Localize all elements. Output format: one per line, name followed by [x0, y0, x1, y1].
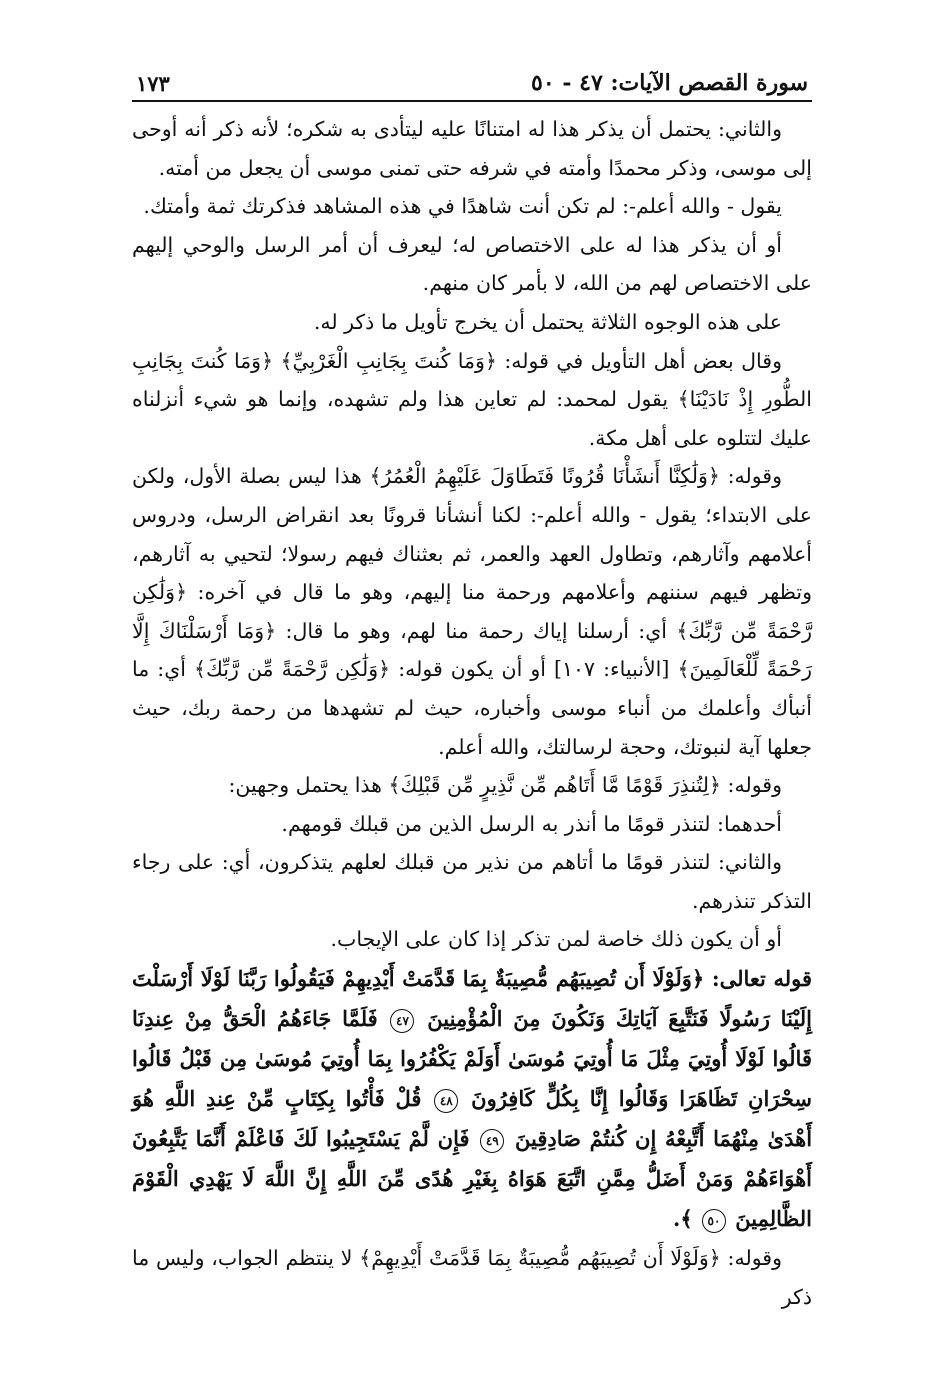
- ayah-number-48: ٤٨: [434, 1089, 458, 1113]
- paragraph-5: وقال بعض أهل التأويل في قوله: ﴿وَمَا كُنتَ بِجَانِبِ الْغَرْبِيِّ﴾ ﴿وَمَا كُنتَ بِجَانِبِ الطُّورِ إِذْ نَادَيْنَا﴾ يقول لمحمد: لم تعاين هذا ولم تشهده، وإنما هو شيء أنزلناه عليك لتتلوه على أهل مكة.: [132, 348, 812, 450]
- paragraph-2: يقول - والله أعلم-: لم تكن أنت شاهدًا في هذه المشاهد فذكرتك ثمة وأمتك.: [143, 194, 782, 219]
- verse-close: ﴾.: [673, 1206, 693, 1232]
- verse-text-48: فَلَمَّا جَاءَهُمُ الْحَقُّ مِنْ عِندِنَا قَالُوا لَوْلَا أُوتِيَ مِثْلَ مَا أُوتِيَ مُوسَىٰ أَوَلَمْ يَكْفُرُوا بِمَا أُوتِيَ مُوسَىٰ مِن قَبْلُ قَالُوا سِحْرَانِ تَظَاهَرَا وَقَالُوا إِنَّا بِكُلٍّ كَافِرُونَ: [132, 1006, 813, 1112]
- paragraph-3: أو أن يذكر هذا له على الاختصاص له؛ ليعرف أن أمر الرسل والوحي إليهم على الاختصاص لهم من الله، لا بأمر كان منهم.: [132, 232, 812, 296]
- paragraph-7: وقوله: ﴿لِتُنذِرَ قَوْمًا مَّا أَتَاهُم مِّن نَّذِيرٍ مِّن قَبْلِكَ﴾ هذا يحتمل وجهين:: [228, 773, 782, 798]
- ayah-number-47: ٤٧: [390, 1009, 414, 1033]
- page-number: ١٧٣: [136, 71, 170, 96]
- running-title: سورة القصص الآيات: ٤٧ - ٥٠: [531, 70, 808, 96]
- page-header: [132, 62, 812, 102]
- page-body: [132, 110, 812, 1316]
- quran-verses-block: [132, 959, 812, 1239]
- ayah-number-50: ٥٠: [702, 1209, 726, 1233]
- paragraph-last: وقوله: ﴿وَلَوْلَا أَن تُصِيبَهُم مُّصِيبَةٌ بِمَا قَدَّمَتْ أَيْدِيهِمْ﴾ لا ينتظم الجواب، وليس ما ذكر: [132, 1246, 812, 1309]
- ayah-number-49: ٤٩: [480, 1129, 504, 1153]
- paragraph-8: أحدهما: لتنذر قومًا ما أنذر به الرسل الذين من قبلك قومهم.: [281, 811, 782, 836]
- paragraph-10: أو أن يكون ذلك خاصة لمن تذكر إذا كان على الإيجاب.: [330, 927, 782, 952]
- paragraph-4: على هذه الوجوه الثلاثة يحتمل أن يخرج تأويل ما ذكر له.: [313, 309, 782, 334]
- paragraph-1: والثاني: يحتمل أن يذكر هذا له امتنانًا عليه ليتأدى به شكره؛ لأنه ذكر أنه أوحى إلى موسى، وذكر محمدًا وأمته في شرفه حتى تمنى موسى أن يجعل من أمته.: [132, 117, 812, 180]
- verse-text-47: ﴿وَلَوْلَا أَن تُصِيبَهُم مُّصِيبَةٌ بِمَا قَدَّمَتْ أَيْدِيهِمْ فَيَقُولُوا رَبَّنَا لَوْلَا أَرْسَلْتَ إِلَيْنَا رَسُولًا فَنَتَّبِعَ آيَاتِكَ وَنَكُونَ مِنَ الْمُؤْمِنِينَ: [132, 966, 812, 1032]
- paragraph-9: والثاني: لتنذر قومًا ما أتاهم من نذير من قبلك لعلهم يتذكرون، أي: على رجاء التذكر تنذرهم.: [132, 850, 812, 913]
- paragraph-6: وقوله: ﴿وَلَٰكِنَّا أَنشَأْنَا قُرُونًا فَتَطَاوَلَ عَلَيْهِمُ الْعُمُرُ﴾ هذا ليس بصلة الأول، ولكن على الابتداء؛ يقول - والله أعلم-: لكنا أنشأنا قرونًا بعد انقراض الرسل، ودروس أعلامهم وآثارهم، وتطاول العهد والعمر، ثم بعثناك فيهم رسولا؛ لتحيي به آثارهم، وتظهر فيهم سننهم وأعلامهم ورحمة منا إليهم، وهو ما قال في آخره: ﴿وَلَٰكِن رَّحْمَةً مِّن رَّبِّكَ﴾ أي: أرسلنا إياك رحمة منا لهم، وهو ما قال: ﴿وَمَا أَرْسَلْنَاكَ إِلَّا رَحْمَةً لِّلْعَالَمِينَ﴾ [الأنبياء: ١٠٧] أو أن يكون قوله: ﴿وَلَٰكِن رَّحْمَةً مِّن رَّبِّكَ﴾ أي: ما أنبأك وأعلمك من أنباء موسى وأخباره، حيث لم تشهدها من رحمة ربك، حيث جعلها آية لنبوتك، وحجة لرسالتك، والله أعلم.: [132, 464, 812, 759]
- verse-text-50: فَإِن لَّمْ يَسْتَجِيبُوا لَكَ فَاعْلَمْ أَنَّمَا يَتَّبِعُونَ أَهْوَاءَهُمْ وَمَنْ أَضَلُّ مِمَّنِ اتَّبَعَ هَوَاهُ بِغَيْرِ هُدًى مِّنَ اللَّهِ إِنَّ اللَّهَ لَا يَهْدِي الْقَوْمَ الظَّالِمِينَ: [132, 1126, 812, 1232]
- verse-text-49: قُلْ فَأْتُوا بِكِتَابٍ مِّنْ عِندِ اللَّهِ هُوَ أَهْدَىٰ مِنْهُمَا أَتَّبِعْهُ إِن كُنتُمْ صَادِقِينَ: [132, 1086, 813, 1152]
- verse-lead: قوله تعالى:: [711, 966, 812, 992]
